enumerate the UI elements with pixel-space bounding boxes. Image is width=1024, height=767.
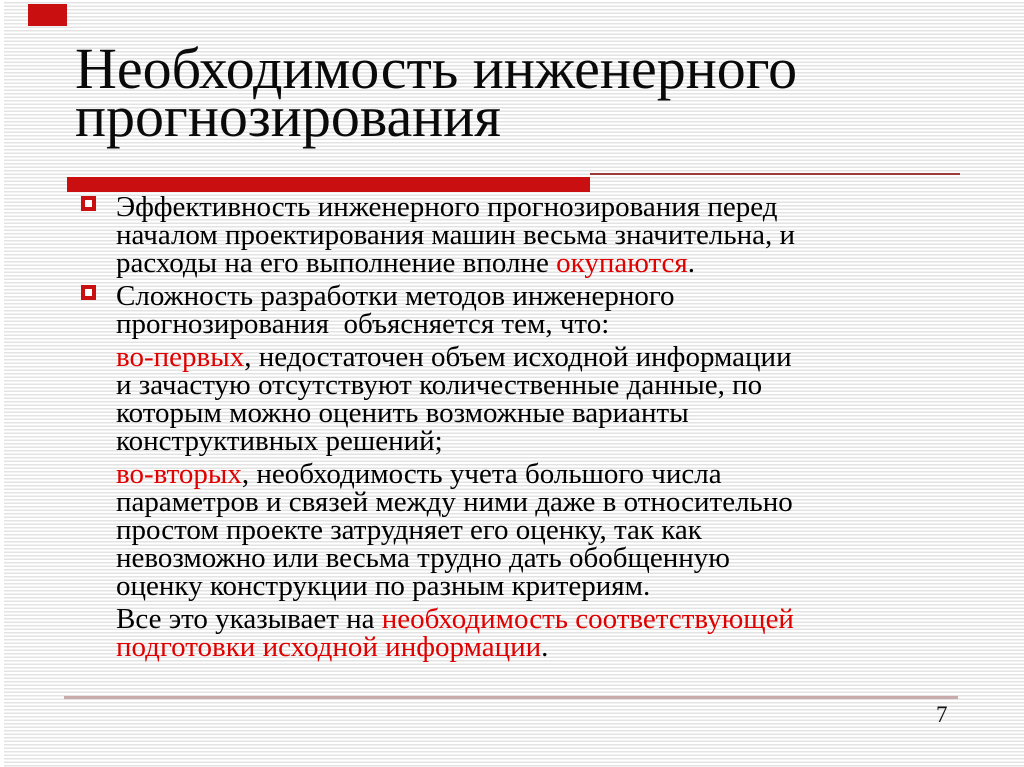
body-paragraph: [116, 605, 976, 661]
body-line: [116, 310, 976, 338]
text-segment: простом проекте затрудняет его оценку, так как: [116, 514, 702, 546]
text-segment: Все это указывает на: [116, 603, 382, 635]
bullet-square-icon: [81, 285, 96, 300]
text-segment: конструктивных решений;: [116, 425, 443, 457]
body-line: [116, 572, 976, 600]
body-line: [116, 343, 976, 371]
title-line-1: Необходимость инженерного: [75, 36, 798, 101]
body-line: [116, 399, 976, 427]
body-line: [116, 193, 976, 221]
text-segment: , необходимость учета большого числа: [241, 458, 722, 490]
body-paragraph: [116, 282, 976, 338]
title-line-2: прогнозирования: [75, 84, 501, 149]
text-segment: , недостаточен объем исходной информации: [244, 341, 792, 373]
text-segment: Эффективность инженерного прогнозирования перед: [116, 191, 778, 223]
body-paragraph: [116, 460, 976, 600]
highlighted-text-segment: необходимость соответствующей: [381, 603, 794, 635]
left-edge-strip: [0, 0, 4, 767]
text-segment: .: [687, 247, 695, 279]
title-underline-bar: [67, 177, 590, 192]
slide-body-text: [116, 193, 976, 661]
text-segment: прогнозирования объясняется тем, что:: [116, 308, 610, 340]
body-line: [116, 282, 976, 310]
body-line: [116, 488, 976, 516]
body-line: [116, 544, 976, 572]
highlighted-text-segment: окупаются: [556, 247, 688, 279]
body-line: [116, 221, 976, 249]
page-number: 7: [936, 702, 948, 727]
body-line: [116, 427, 976, 455]
body-line: [116, 371, 976, 399]
text-segment: .: [541, 631, 549, 663]
body-paragraph: [116, 343, 976, 455]
footer-line: [64, 696, 958, 699]
text-segment: параметров и связей между ними даже в относительно: [116, 486, 793, 518]
highlighted-text-segment: во-вторых: [116, 458, 242, 490]
slide-title: [75, 36, 798, 149]
highlighted-text-segment: во-первых: [116, 341, 245, 373]
body-line: [116, 249, 976, 277]
body-line: [116, 516, 976, 544]
text-segment: оценку конструкции по разным критериям.: [116, 570, 651, 602]
text-segment: и зачастую отсутствуют количественные данные, по: [116, 369, 763, 401]
body-paragraph: [116, 193, 976, 277]
text-segment: Сложность разработки методов инженерного: [116, 280, 675, 312]
body-line: [116, 633, 976, 661]
body-line: [116, 460, 976, 488]
text-segment: невозможно или весьма трудно дать обобщенную: [116, 542, 730, 574]
title-underline-thin-line: [590, 173, 960, 175]
body-line: [116, 605, 976, 633]
text-segment: которым можно оценить возможные варианты: [116, 397, 689, 429]
text-segment: началом проектирования машин весьма значительна, и: [116, 219, 795, 251]
text-segment: расходы на его выполнение вполне: [116, 247, 557, 279]
accent-square: [28, 4, 67, 26]
highlighted-text-segment: подготовки исходной информации: [116, 631, 542, 663]
bullet-square-icon: [81, 196, 96, 211]
